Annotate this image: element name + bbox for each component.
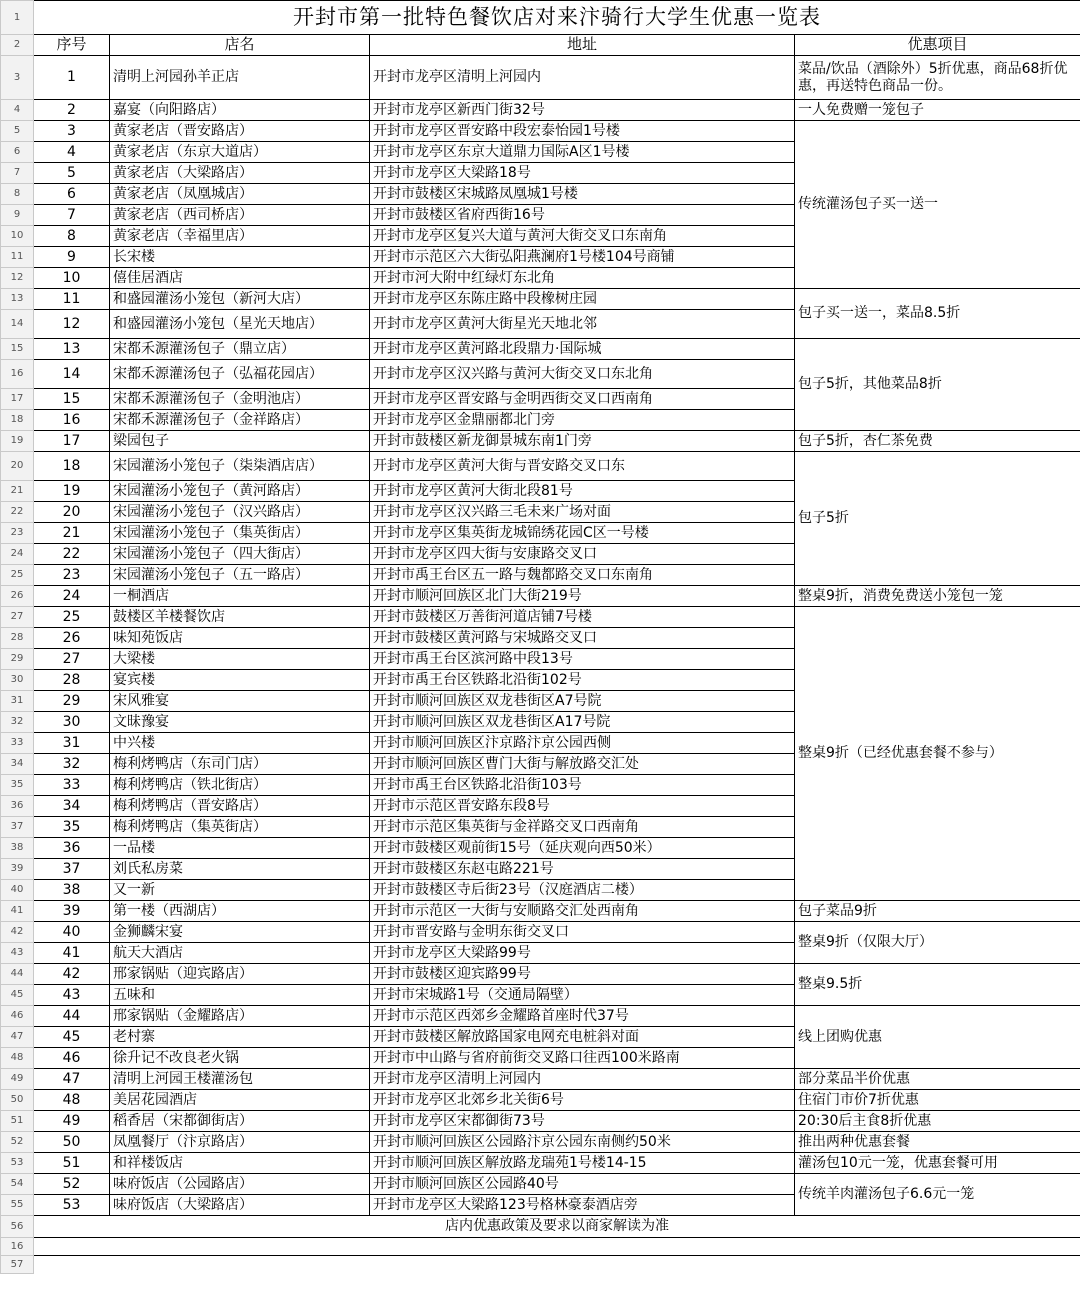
store-name: 宋都禾源灌汤包子（弘福花园店） [110,360,370,389]
serial-number: 35 [34,817,110,838]
store-name: 稻香居（宋都御街店） [110,1111,370,1132]
store-name: 邢家锅贴（迎宾路店） [110,964,370,985]
store-address: 开封市龙亭区汉兴路三毛未来广场对面 [370,502,795,523]
store-name: 和祥楼饭店 [110,1153,370,1174]
store-address: 开封市龙亭区大梁路18号 [370,163,795,184]
serial-number: 10 [34,268,110,289]
serial-number: 46 [34,1048,110,1069]
title-row [1,1,1080,35]
table-row [1,1153,1080,1174]
store-address: 开封市龙亭区宋都御街73号 [370,1111,795,1132]
serial-number: 20 [34,502,110,523]
store-name: 文昧豫宴 [110,712,370,733]
serial-number: 17 [34,431,110,452]
store-name: 嘉宴（向阳路店） [110,100,370,121]
serial-number: 44 [34,1006,110,1027]
store-name: 味知苑饭店 [110,628,370,649]
offer-cell: 包子5折 [795,452,1080,586]
store-address: 开封市龙亭区清明上河园内 [370,1069,795,1090]
store-address: 开封市鼓楼区观前街15号（延庆观向西50米） [370,838,795,859]
row-number-cell[interactable]: 27 [1,607,34,628]
serial-number: 9 [34,247,110,268]
row-number-cell[interactable]: 38 [1,838,34,859]
store-name: 黄家老店（凤凰城店） [110,184,370,205]
store-address: 开封市中山路与省府前街交叉路口往西100米路南 [370,1048,795,1069]
store-address: 开封市示范区晋安路东段8号 [370,796,795,817]
store-name: 宋园灌汤小笼包子（黄河路店） [110,481,370,502]
offer-cell: 包子菜品9折 [795,901,1080,922]
store-address: 开封市龙亭区新西门街32号 [370,100,795,121]
serial-number: 53 [34,1195,110,1216]
row-number-cell[interactable]: 12 [1,268,34,289]
store-name: 宋都禾源灌汤包子（鼎立店） [110,339,370,360]
store-address: 开封市禹王台区滨河路中段13号 [370,649,795,670]
row-number-cell[interactable]: 52 [1,1132,34,1153]
store-address: 开封市顺河回族区汴京路汴京公园西侧 [370,733,795,754]
table-row [1,586,1080,607]
serial-number: 52 [34,1174,110,1195]
serial-number: 49 [34,1111,110,1132]
offer-cell: 灌汤包10元一笼，优惠套餐可用 [795,1153,1080,1174]
store-name: 黄家老店（幸福里店） [110,226,370,247]
store-address: 开封市龙亭区四大街与安康路交叉口 [370,544,795,565]
store-name: 五味和 [110,985,370,1006]
table-row [1,431,1080,452]
table-title: 开封市第一批特色餐饮店对来汴骑行大学生优惠一览表 [34,1,1080,35]
row-number-cell[interactable]: 53 [1,1153,34,1174]
store-address: 开封市龙亭区黄河路北段鼎力·国际城 [370,339,795,360]
row-number-cell[interactable]: 28 [1,628,34,649]
store-name: 黄家老店（晋安路店） [110,121,370,142]
row-number-cell[interactable]: 47 [1,1027,34,1048]
serial-number: 2 [34,100,110,121]
row-number-cell[interactable]: 34 [1,754,34,775]
serial-number: 41 [34,943,110,964]
table-row [1,1132,1080,1153]
store-address: 开封市龙亭区北郊乡北关街6号 [370,1090,795,1111]
row-number-cell[interactable]: 13 [1,289,34,310]
store-address: 开封市顺河回族区双龙巷街区A17号院 [370,712,795,733]
store-name: 大梁楼 [110,649,370,670]
store-name: 航天大酒店 [110,943,370,964]
serial-number: 28 [34,670,110,691]
store-name: 和盛园灌汤小笼包（星光天地店） [110,310,370,339]
store-name: 清明上河园孙羊正店 [110,56,370,100]
store-name: 清明上河园王楼灌汤包 [110,1069,370,1090]
table-row [1,901,1080,922]
store-name: 徐升记不改良老火锅 [110,1048,370,1069]
serial-number: 34 [34,796,110,817]
store-name: 宋园灌汤小笼包子（集英街店） [110,523,370,544]
store-address: 开封市晋安路与金明东街交叉口 [370,922,795,943]
header-name: 店名 [110,35,370,56]
serial-number: 42 [34,964,110,985]
row-number-cell[interactable]: 9 [1,205,34,226]
serial-number: 14 [34,360,110,389]
row-number-cell[interactable]: 36 [1,796,34,817]
store-name: 宴宾楼 [110,670,370,691]
serial-number: 5 [34,163,110,184]
row-number-cell[interactable]: 24 [1,544,34,565]
row-number-cell[interactable]: 42 [1,922,34,943]
offer-cell: 包子买一送一，菜品8.5折 [795,289,1080,339]
store-name: 宋园灌汤小笼包子（汉兴路店） [110,502,370,523]
serial-number: 8 [34,226,110,247]
serial-number: 33 [34,775,110,796]
row-number-cell[interactable]: 43 [1,943,34,964]
store-name: 和盛园灌汤小笼包（新河大店） [110,289,370,310]
store-address: 开封市龙亭区大梁路99号 [370,943,795,964]
row-number-cell[interactable]: 14 [1,310,34,339]
serial-number: 3 [34,121,110,142]
store-address: 开封市龙亭区黄河大街星光天地北邻 [370,310,795,339]
serial-number: 40 [34,922,110,943]
offer-cell: 推出两种优惠套餐 [795,1132,1080,1153]
store-address: 开封市示范区六大街弘阳燕澜府1号楼104号商铺 [370,247,795,268]
offer-cell: 整桌9折（已经优惠套餐不参与） [795,607,1080,901]
row-number-cell[interactable]: 56 [1,1216,34,1238]
row-number-cell[interactable]: 29 [1,649,34,670]
table-row [1,100,1080,121]
row-number-cell[interactable]: 5 [1,121,34,142]
row-number-cell[interactable]: 31 [1,691,34,712]
store-address: 开封市示范区一大街与安顺路交汇处西南角 [370,901,795,922]
store-name: 黄家老店（大梁路店） [110,163,370,184]
offer-cell: 线上团购优惠 [795,1006,1080,1069]
row-number-cell[interactable]: 46 [1,1006,34,1027]
store-address: 开封市宋城路1号（交通局隔壁） [370,985,795,1006]
row-number-cell[interactable]: 16 [1,1238,34,1256]
store-name: 梁园包子 [110,431,370,452]
store-name: 一品楼 [110,838,370,859]
serial-number: 47 [34,1069,110,1090]
store-address: 开封市龙亭区东陈庄路中段橡树庄园 [370,289,795,310]
row-number-cell[interactable]: 2 [1,35,34,56]
store-address: 开封市鼓楼区黄河路与宋城路交叉口 [370,628,795,649]
row-number-cell[interactable]: 1 [1,1,34,35]
serial-number: 37 [34,859,110,880]
store-address: 开封市龙亭区复兴大道与黄河大街交叉口东南角 [370,226,795,247]
store-address: 开封市鼓楼区新龙御景城东南1门旁 [370,431,795,452]
row-number-cell[interactable]: 19 [1,431,34,452]
empty-row [1,1256,1080,1274]
serial-number: 4 [34,142,110,163]
empty-cell[interactable] [34,1238,1080,1256]
store-name: 僖佳居酒店 [110,268,370,289]
serial-number: 50 [34,1132,110,1153]
serial-number: 27 [34,649,110,670]
table-row [1,56,1080,100]
store-name: 黄家老店（西司桥店） [110,205,370,226]
row-number-cell[interactable]: 7 [1,163,34,184]
table-row [1,1111,1080,1132]
footer-note: 店内优惠政策及要求以商家解读为准 [34,1216,1080,1238]
serial-number: 38 [34,880,110,901]
store-name: 黄家老店（东京大道店） [110,142,370,163]
store-name: 鼓楼区羊楼餐饮店 [110,607,370,628]
row-number-cell[interactable]: 40 [1,880,34,901]
serial-number: 31 [34,733,110,754]
offer-cell: 整桌9折（仅限大厅） [795,922,1080,964]
store-address: 开封市河大附中红绿灯东北角 [370,268,795,289]
row-number-cell[interactable]: 49 [1,1069,34,1090]
row-number-cell[interactable]: 44 [1,964,34,985]
row-number-cell[interactable]: 35 [1,775,34,796]
offer-cell: 传统羊肉灌汤包子6.6元一笼 [795,1174,1080,1216]
store-name: 梅利烤鸭店（晋安路店） [110,796,370,817]
serial-number: 7 [34,205,110,226]
store-name: 宋园灌汤小笼包子（四大街店） [110,544,370,565]
row-number-cell[interactable]: 48 [1,1048,34,1069]
row-number-cell[interactable]: 8 [1,184,34,205]
store-address: 开封市禹王台区铁路北沿街103号 [370,775,795,796]
store-address: 开封市鼓楼区省府西街16号 [370,205,795,226]
store-name: 宋都禾源灌汤包子（金祥路店） [110,410,370,431]
header-offer: 优惠项目 [795,35,1080,56]
store-name: 宋风雅宴 [110,691,370,712]
store-name: 宋园灌汤小笼包子（五一路店） [110,565,370,586]
serial-number: 23 [34,565,110,586]
offer-cell: 包子5折，杏仁茶免费 [795,431,1080,452]
serial-number: 22 [34,544,110,565]
serial-number: 21 [34,523,110,544]
store-address: 开封市顺河回族区北门大街219号 [370,586,795,607]
row-number-cell[interactable]: 55 [1,1195,34,1216]
row-number-cell[interactable]: 23 [1,523,34,544]
store-name: 长宋楼 [110,247,370,268]
serial-number: 39 [34,901,110,922]
offer-cell: 包子5折，其他菜品8折 [795,339,1080,431]
store-address: 开封市龙亭区大梁路123号格林豪泰酒店旁 [370,1195,795,1216]
serial-number: 26 [34,628,110,649]
table-row [1,1174,1080,1195]
store-name: 第一楼（西湖店） [110,901,370,922]
table-row [1,964,1080,985]
store-name: 宋园灌汤小笼包子（柒柒酒店店） [110,452,370,481]
offer-cell: 菜品/饮品（酒除外）5折优惠，商品68折优惠，再送特色商品一份。 [795,56,1080,100]
row-number-cell[interactable]: 3 [1,56,34,100]
store-name: 刘氏私房菜 [110,859,370,880]
row-number-cell[interactable]: 51 [1,1111,34,1132]
offer-cell: 住宿门市价7折优惠 [795,1090,1080,1111]
serial-number: 11 [34,289,110,310]
header-no: 序号 [34,35,110,56]
row-number-cell[interactable]: 18 [1,410,34,431]
row-number-cell[interactable]: 10 [1,226,34,247]
store-name: 凤凰餐厅（汴京路店） [110,1132,370,1153]
row-number-cell[interactable]: 17 [1,389,34,410]
offer-cell: 整桌9折，消费免费送小笼包一笼 [795,586,1080,607]
serial-number: 43 [34,985,110,1006]
store-name: 邢家锅贴（金耀路店） [110,1006,370,1027]
row-number-cell[interactable]: 4 [1,100,34,121]
header-address: 地址 [370,35,795,56]
row-number-cell[interactable]: 57 [1,1256,34,1274]
store-address: 开封市龙亭区汉兴路与黄河大街交叉口东北角 [370,360,795,389]
row-number-cell[interactable]: 15 [1,339,34,360]
store-address: 开封市顺河回族区双龙巷街区A7号院 [370,691,795,712]
row-number-cell[interactable]: 32 [1,712,34,733]
table-row [1,1006,1080,1027]
row-number-cell[interactable]: 45 [1,985,34,1006]
row-number-cell[interactable]: 37 [1,817,34,838]
table-row [1,121,1080,142]
row-number-cell[interactable]: 16 [1,360,34,389]
store-name: 老村寨 [110,1027,370,1048]
row-number-cell[interactable]: 50 [1,1090,34,1111]
store-address: 开封市顺河回族区公园路40号 [370,1174,795,1195]
store-address: 开封市龙亭区晋安路与金明西街交叉口西南角 [370,389,795,410]
row-number-cell[interactable]: 39 [1,859,34,880]
store-address: 开封市龙亭区黄河大街与晋安路交叉口东 [370,452,795,481]
store-name: 味府饭店（公园路店） [110,1174,370,1195]
table-row [1,607,1080,628]
row-number-cell[interactable]: 21 [1,481,34,502]
store-address: 开封市禹王台区五一路与魏都路交叉口东南角 [370,565,795,586]
serial-number: 51 [34,1153,110,1174]
store-name: 宋都禾源灌汤包子（金明池店） [110,389,370,410]
store-address: 开封市顺河回族区解放路龙瑞苑1号楼14-15 [370,1153,795,1174]
store-address: 开封市龙亭区东京大道鼎力国际A区1号楼 [370,142,795,163]
store-address: 开封市龙亭区金鼎丽都北门旁 [370,410,795,431]
table-row [1,339,1080,360]
serial-number: 13 [34,339,110,360]
serial-number: 18 [34,452,110,481]
row-number-cell[interactable]: 25 [1,565,34,586]
store-address: 开封市示范区西郊乡金耀路首座时代37号 [370,1006,795,1027]
header-row [1,35,1080,56]
empty-row [1,1238,1080,1256]
row-number-cell[interactable]: 33 [1,733,34,754]
store-address: 开封市鼓楼区迎宾路99号 [370,964,795,985]
table-row [1,452,1080,481]
store-name: 美居花园酒店 [110,1090,370,1111]
empty-cell[interactable] [34,1256,1080,1274]
store-address: 开封市顺河回族区公园路汴京公园东南侧约50米 [370,1132,795,1153]
serial-number: 29 [34,691,110,712]
row-number-cell[interactable]: 26 [1,586,34,607]
table-row [1,922,1080,943]
serial-number: 6 [34,184,110,205]
offer-cell: 整桌9.5折 [795,964,1080,1006]
store-address: 开封市鼓楼区解放路国家电网充电桩斜对面 [370,1027,795,1048]
store-name: 梅利烤鸭店（集英街店） [110,817,370,838]
offer-cell: 20:30后主食8折优惠 [795,1111,1080,1132]
store-address: 开封市鼓楼区宋城路凤凰城1号楼 [370,184,795,205]
serial-number: 32 [34,754,110,775]
store-address: 开封市鼓楼区万善街河道店铺7号楼 [370,607,795,628]
row-number-cell[interactable]: 20 [1,452,34,481]
offer-cell: 传统灌汤包子买一送一 [795,121,1080,289]
store-name: 梅利烤鸭店（铁北街店） [110,775,370,796]
serial-number: 19 [34,481,110,502]
row-number-cell[interactable]: 54 [1,1174,34,1195]
footer-row [1,1216,1080,1238]
serial-number: 24 [34,586,110,607]
serial-number: 1 [34,56,110,100]
serial-number: 12 [34,310,110,339]
offer-cell: 一人免费赠一笼包子 [795,100,1080,121]
store-address: 开封市龙亭区清明上河园内 [370,56,795,100]
store-name: 一桐酒店 [110,586,370,607]
store-address: 开封市顺河回族区曹门大街与解放路交汇处 [370,754,795,775]
store-address: 开封市龙亭区晋安路中段宏泰怡园1号楼 [370,121,795,142]
row-number-cell[interactable]: 11 [1,247,34,268]
serial-number: 16 [34,410,110,431]
table-row [1,289,1080,310]
store-address: 开封市龙亭区黄河大街北段81号 [370,481,795,502]
store-name: 金狮麟宋宴 [110,922,370,943]
store-name: 梅利烤鸭店（东司门店） [110,754,370,775]
row-number-cell[interactable]: 6 [1,142,34,163]
serial-number: 48 [34,1090,110,1111]
store-address: 开封市鼓楼区寺后街23号（汉庭酒店二楼） [370,880,795,901]
store-name: 又一新 [110,880,370,901]
serial-number: 30 [34,712,110,733]
store-name: 中兴楼 [110,733,370,754]
serial-number: 45 [34,1027,110,1048]
table-row [1,1069,1080,1090]
store-address: 开封市禹王台区铁路北沿街102号 [370,670,795,691]
store-address: 开封市鼓楼区东赵屯路221号 [370,859,795,880]
serial-number: 36 [34,838,110,859]
serial-number: 15 [34,389,110,410]
row-number-cell[interactable]: 22 [1,502,34,523]
offer-cell: 部分菜品半价优惠 [795,1069,1080,1090]
row-number-cell[interactable]: 30 [1,670,34,691]
table-row [1,1090,1080,1111]
store-address: 开封市龙亭区集英街龙城锦绣花园C区一号楼 [370,523,795,544]
serial-number: 25 [34,607,110,628]
store-name: 味府饭店（大梁路店） [110,1195,370,1216]
store-address: 开封市示范区集英街与金祥路交叉口西南角 [370,817,795,838]
row-number-cell[interactable]: 41 [1,901,34,922]
